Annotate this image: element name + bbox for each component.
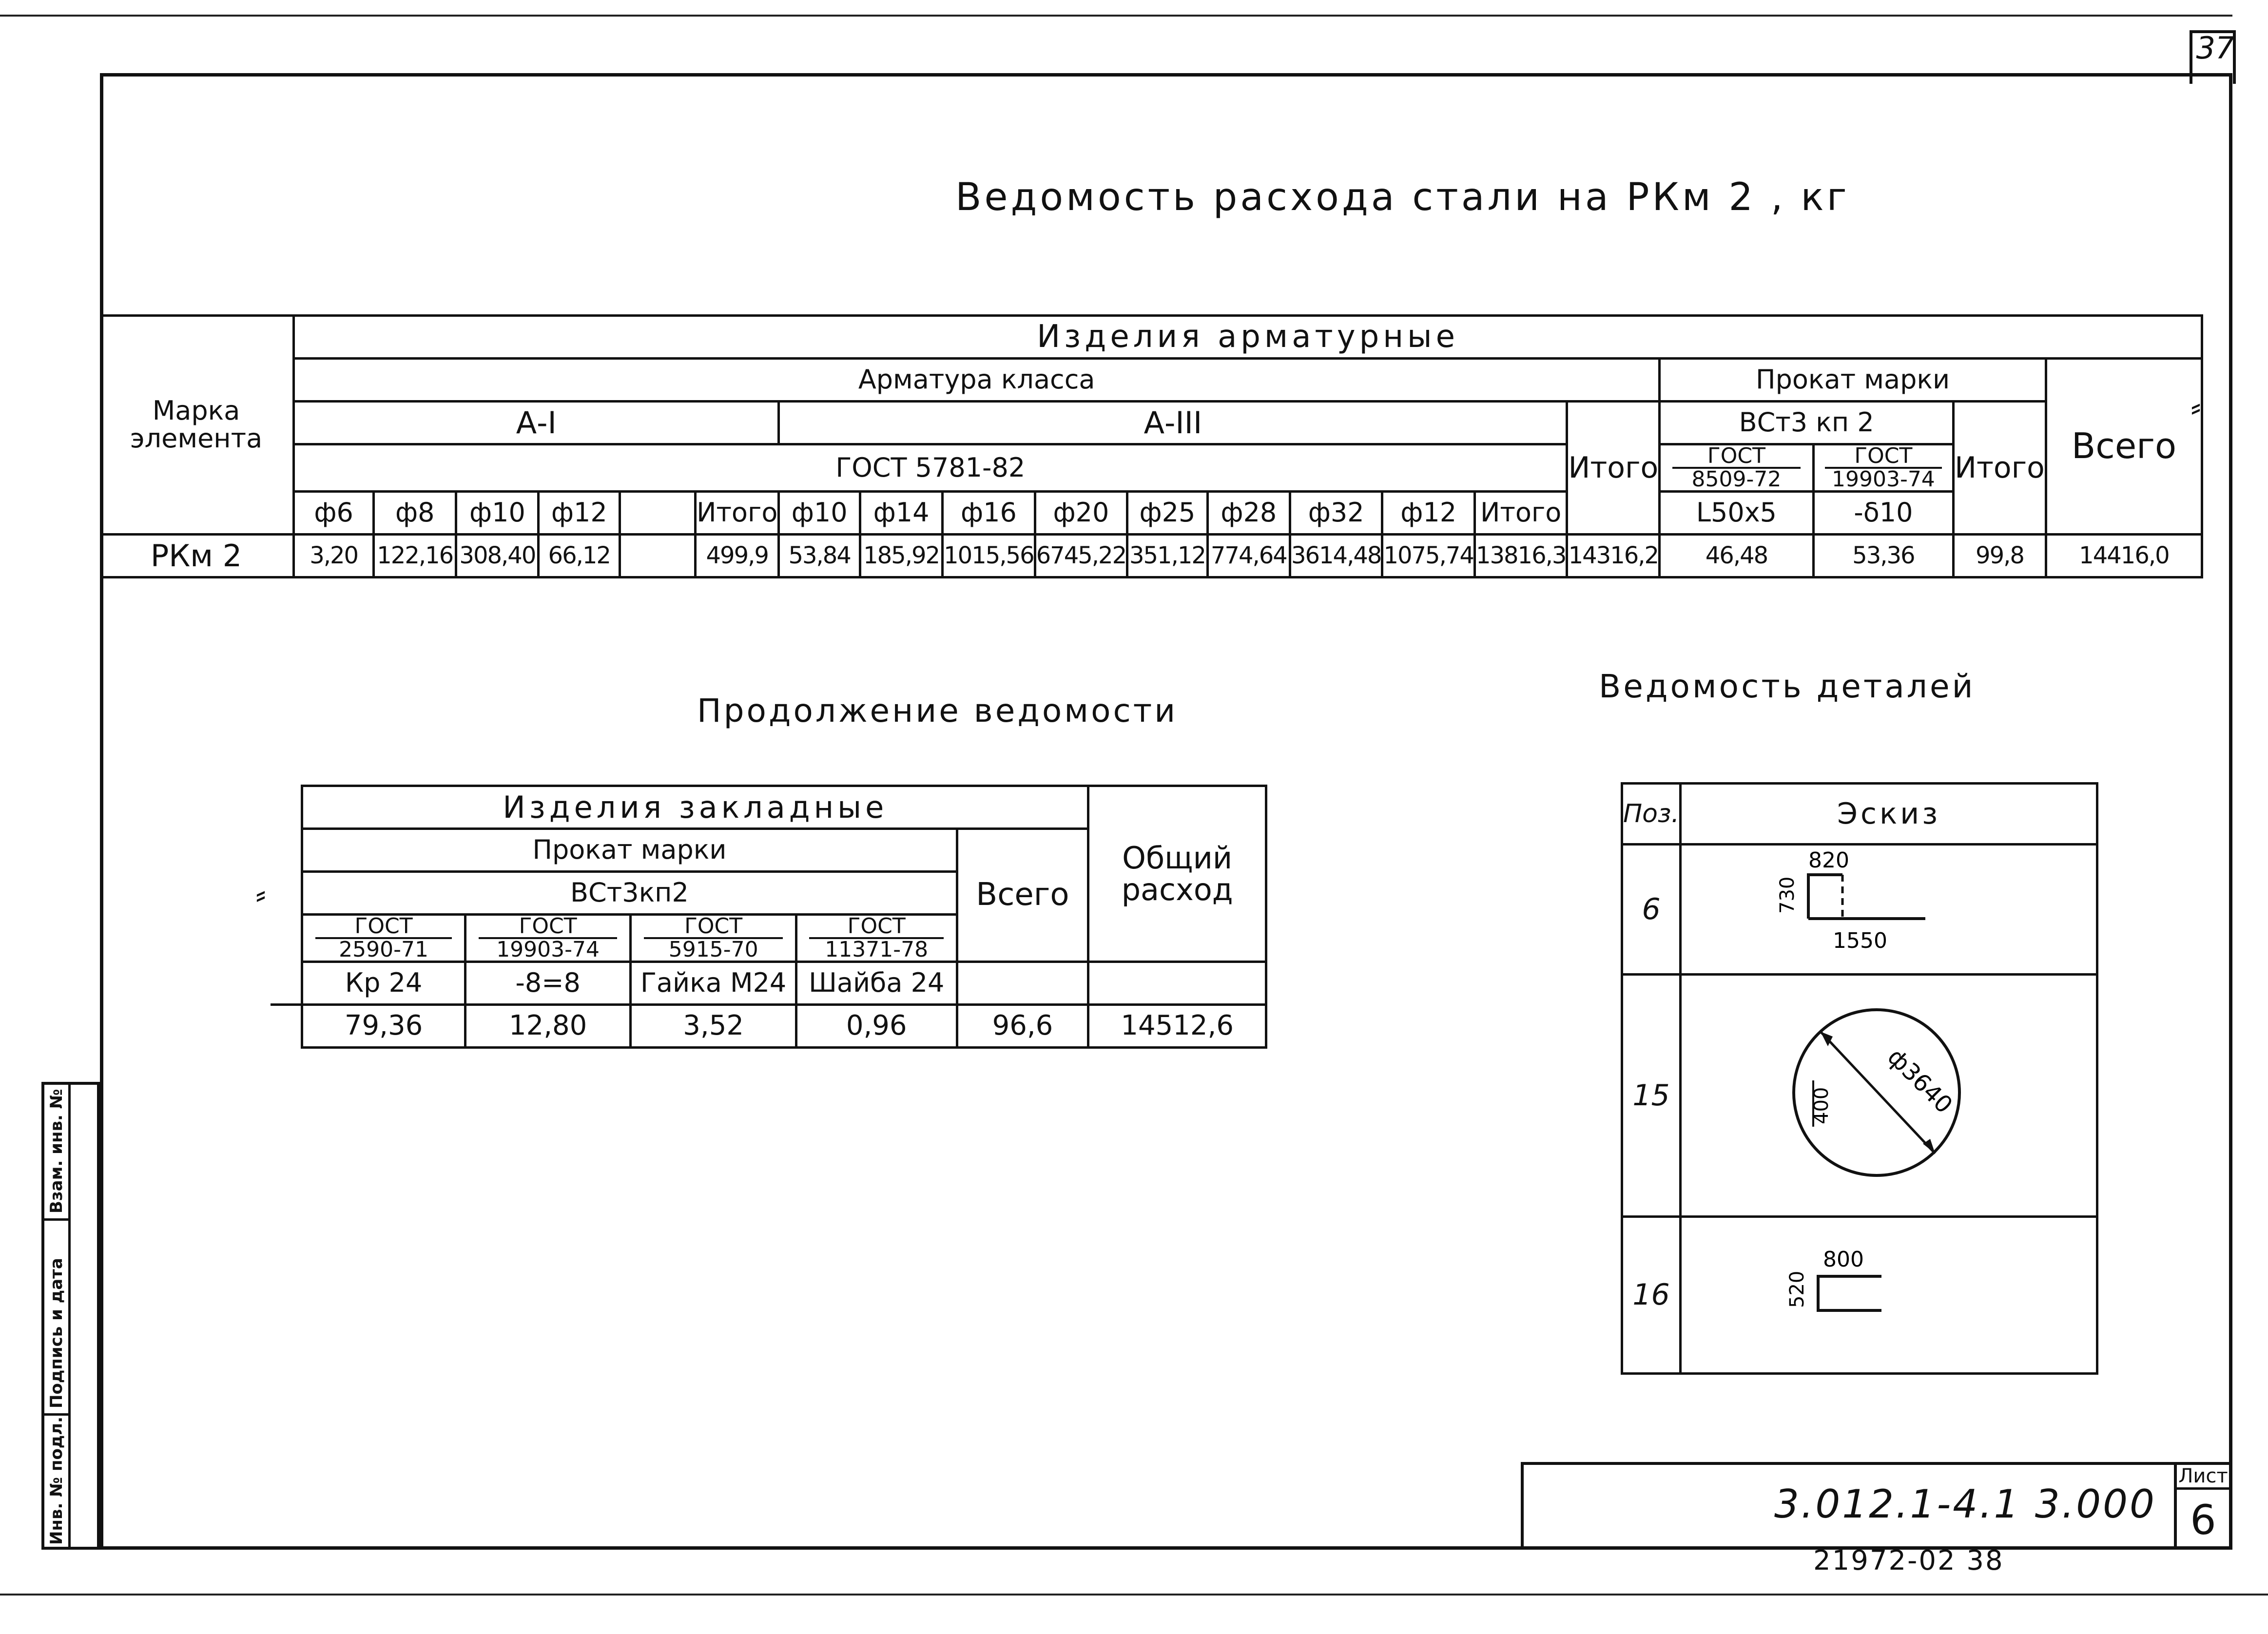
break-mark: ⸗ [2191,390,2201,424]
a3-itogo-header: Итого [1474,492,1567,535]
item-value: 12,80 [465,1005,631,1048]
item-value: 79,36 [302,1005,465,1048]
rolled-a-value: 46,48 [1660,535,1813,577]
item-name: Шайба 24 [796,962,957,1005]
corner-number: 37 [2196,30,2235,66]
a1-value: 122,16 [374,535,456,577]
a3-value: 1015,56 [943,535,1035,577]
rolled-total: 99,8 [1954,535,2046,577]
continuation-table [271,785,1267,1049]
cont-vsego-header: Всего [957,829,1088,962]
gost-2590: ГОСТ 2590-71 [302,915,465,962]
item-name: Гайка М24 [631,962,796,1005]
cont-rolled-grade: ВСт3кп2 [302,872,957,915]
dim-730: 730 [1776,876,1799,914]
top-trim-line [0,15,2232,17]
products-header: Изделия арматурные [294,316,2202,359]
item-name: Кр 24 [302,962,465,1005]
row-mark: РКм 2 [100,535,294,577]
rolled-itogo-header: Итого [1954,402,2046,535]
a3-col-header: ф32 [1290,492,1382,535]
a1-value [620,535,696,577]
a1-col-header: ф6 [294,492,374,535]
sidebar-inv-label: Инв. № подл. [47,1416,66,1545]
detail-pos: 6 [1622,845,1681,975]
total-value: 14512,6 [1088,1005,1266,1048]
pos-header: Поз. [1622,784,1681,845]
rolled-header: Прокат марки [1660,359,2046,402]
item-value: 3,52 [631,1005,796,1048]
a3-col-header: ф14 [860,492,942,535]
dim-520: 520 [1786,1270,1809,1308]
a1-col-header: ф12 [539,492,620,535]
details-table [1621,782,2098,1375]
a3-col-header: ф20 [1035,492,1127,535]
dim-820: 820 [1808,848,1850,873]
a3-value: 185,92 [860,535,942,577]
sheet-number: 6 [2190,1496,2216,1544]
class-a1: А-I [294,402,779,444]
rebar-itogo-header: Итого [1567,402,1660,535]
a1-value: 308,40 [456,535,539,577]
rebar-total: 14316,2 [1567,535,1660,577]
a1-col-header: ф8 [374,492,456,535]
sheet-label: Лист [2176,1465,2230,1490]
gost-rebar: ГОСТ 5781-82 [294,444,1567,492]
sketch-pos-16 [1681,1217,2097,1374]
a1-col-header [620,492,696,535]
a3-value: 351,12 [1127,535,1208,577]
detail-pos: 15 [1622,975,1681,1217]
gost-5915: ГОСТ 5915-70 [631,915,796,962]
dim-1550: 1550 [1833,928,1888,953]
doc-number: 3.012.1-4.1 3.000 [1774,1481,2156,1527]
break-mark: ⸗ [256,877,266,911]
grand-total: 14416,0 [2046,535,2202,577]
embedded-header: Изделия закладные [302,786,1088,829]
steel-consumption-table [100,314,2203,578]
gost-19903: ГОСТ 19903-74 [1813,444,1953,492]
item-name: -8=8 [465,962,631,1005]
total-header: Общий расход [1088,786,1266,962]
rebar-class-header: Арматура класса [294,359,1660,402]
sketch-16-drawing [1682,1218,2096,1366]
a3-value: 3614,48 [1290,535,1382,577]
a3-col-header: ф25 [1127,492,1208,535]
rolled-b-value: 53,36 [1813,535,1953,577]
a1-value: 3,20 [294,535,374,577]
sketch-header: Эскиз [1681,784,2097,845]
a3-value: 6745,22 [1035,535,1127,577]
details-title: Ведомость деталей [1599,668,1976,705]
a3-total: 13816,3 [1474,535,1567,577]
rolled-grade: ВСт3 кп 2 [1660,402,1954,444]
profile-d10: -δ10 [1813,492,1953,535]
a1-col-header: ф10 [456,492,539,535]
mark-header: Марка элемента [100,316,294,535]
gost-19903: ГОСТ 19903-74 [465,915,631,962]
sketch-15-drawing [1682,976,2096,1210]
page-title: Ведомость расхода стали на РКм 2 , кг [955,175,1850,219]
a3-col-header: ф28 [1207,492,1290,535]
sketch-6-drawing [1682,846,2096,967]
a1-itogo-header: Итого [696,492,779,535]
sidebar-podpis-label: Подпись и дата [47,1258,66,1408]
a3-value: 53,84 [779,535,860,577]
a1-total: 499,9 [696,535,779,577]
gost-11371: ГОСТ 11371-78 [796,915,957,962]
footer-code: 21972-02 38 [1813,1545,2004,1576]
a3-col-header: ф16 [943,492,1035,535]
sketch-pos-15 [1681,975,2097,1217]
detail-pos: 16 [1622,1217,1681,1374]
a3-value: 1075,74 [1382,535,1475,577]
a3-value: 774,64 [1207,535,1290,577]
bottom-trim-line [0,1594,2268,1596]
item-value: 0,96 [796,1005,957,1048]
sketch-pos-6 [1681,845,2097,975]
gost-8509: ГОСТ 8509-72 [1660,444,1813,492]
dim-800: 800 [1823,1247,1864,1272]
cont-rolled-header: Прокат марки [302,829,957,872]
a3-col-header: ф12 [1382,492,1475,535]
cont-vsego-value: 96,6 [957,1005,1088,1048]
continuation-title: Продолжение ведомости [697,692,1178,730]
profile-l50x5: L50x5 [1660,492,1813,535]
dim-d3640: ф3640 [1882,1043,1958,1119]
sidebar-vzam-label: Взам. инв. № [47,1089,66,1213]
vsego-header: Всего [2046,359,2202,535]
a3-col-header: ф10 [779,492,860,535]
class-a3: А-III [779,402,1567,444]
dim-400: 400 [1810,1087,1833,1124]
a1-value: 66,12 [539,535,620,577]
